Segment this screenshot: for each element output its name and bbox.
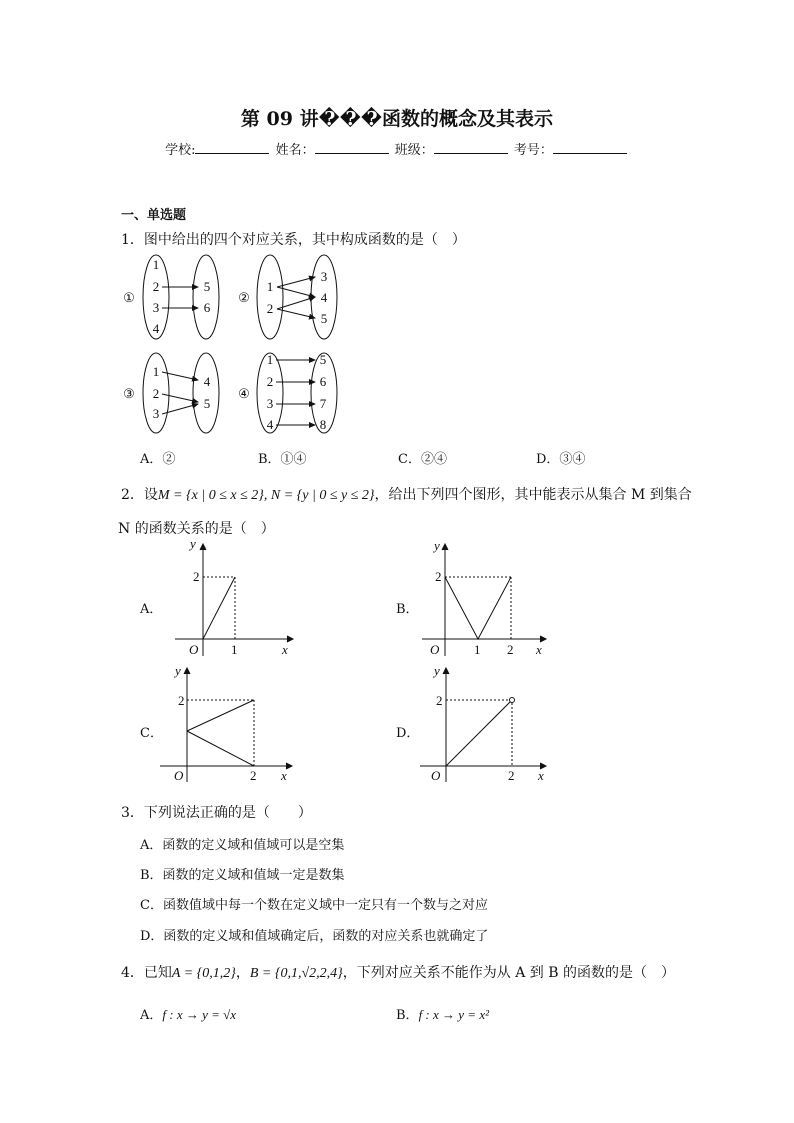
- q1-stem: 1．图中给出的四个对应关系，其中构成函数的是（ ）: [121, 232, 466, 248]
- x-tick: 2: [250, 768, 257, 783]
- y-tick: 2: [436, 693, 443, 708]
- y-tick: 2: [178, 693, 185, 708]
- q4-set-a: A = {0,1,2}: [171, 966, 236, 981]
- origin-label: O: [189, 642, 199, 657]
- d2-domain-ellipse: [257, 255, 283, 339]
- q2-graph-b: [422, 538, 552, 660]
- origin-label: O: [430, 642, 440, 657]
- d3-arrow: [162, 404, 198, 414]
- d3-elem: 3: [152, 406, 160, 421]
- d1-label: ①: [123, 290, 135, 305]
- d4-elem: 5: [319, 352, 327, 367]
- graph-b-v-shape: [445, 577, 511, 639]
- d3-elem: 1: [152, 364, 160, 379]
- d2-elem: 5: [320, 311, 328, 326]
- d1-elem: 6: [203, 300, 211, 315]
- q3-option-d[interactable]: D．函数的定义域和值域确定后，函数的对应关系也就确定了: [140, 929, 489, 944]
- graph-c-upper-segment: [187, 700, 254, 731]
- d3-elem: 2: [152, 386, 160, 401]
- x-tick: 1: [474, 642, 481, 657]
- x-tick: 1: [231, 642, 238, 657]
- x-tick: 2: [508, 768, 515, 783]
- q4-set-b: B = {0,1,√2,2,4}: [249, 966, 343, 981]
- d2-arrow: [277, 277, 315, 287]
- q1-option-b[interactable]: B．①④: [258, 452, 307, 467]
- d4-elem: 8: [319, 417, 327, 432]
- name-blank[interactable]: [315, 141, 389, 154]
- d1-elem: 4: [152, 321, 160, 336]
- d2-elem: 1: [266, 279, 274, 294]
- q2-stem-line2: N 的函数关系的是（ ）: [118, 521, 275, 537]
- y-axis-label: y: [434, 538, 440, 553]
- section-heading: 一、单选题: [121, 208, 187, 223]
- exam-no-label: 考号：: [513, 143, 553, 158]
- q4-option-b[interactable]: [396, 1004, 489, 1023]
- q4-option-a-math: f : x → y = √x: [162, 1007, 237, 1022]
- x-axis-label: x: [282, 642, 288, 657]
- q4-option-b-math: f : x → y = x²: [418, 1007, 489, 1022]
- q3-option-a[interactable]: A．函数的定义域和值域可以是空集: [140, 838, 345, 853]
- x-axis-label: x: [538, 768, 544, 783]
- d4-label: ④: [238, 386, 250, 401]
- q2-option-b-label[interactable]: B．: [396, 602, 419, 617]
- q2-option-d-label[interactable]: D．: [396, 726, 420, 741]
- y-axis-label: y: [175, 663, 181, 678]
- q2-stem-line1: [121, 484, 692, 504]
- origin-label: O: [174, 768, 184, 783]
- d1-codomain-ellipse: [193, 255, 219, 339]
- d1-elem: 1: [152, 257, 160, 272]
- y-tick: 2: [193, 569, 200, 584]
- name-label: 姓名：: [275, 143, 315, 158]
- q3-option-b[interactable]: B．函数的定义域和值域一定是数集: [140, 868, 345, 883]
- exam-no-blank[interactable]: [553, 141, 627, 154]
- q3-stem: 3．下列说法正确的是（ ）: [121, 805, 312, 821]
- school-blank[interactable]: [195, 141, 269, 154]
- q4-stem-pre: 4．已知: [121, 965, 172, 981]
- x-axis-label: x: [281, 768, 287, 783]
- x-axis-label: x: [536, 642, 542, 657]
- q1-option-a[interactable]: A．②: [140, 452, 176, 467]
- d4-elem: 4: [266, 417, 274, 432]
- d2-arrow: [277, 309, 315, 318]
- d3-elem: 4: [203, 374, 211, 389]
- x-tick: 2: [507, 642, 514, 657]
- d4-elem: 7: [319, 396, 327, 411]
- d4-elem: 3: [266, 396, 274, 411]
- page-title: 第 09 讲���函数的概念及其表示: [240, 108, 554, 130]
- q1-mapping-diagrams: [118, 252, 358, 438]
- origin-label: O: [431, 768, 441, 783]
- d2-elem: 3: [320, 269, 328, 284]
- d3-elem: 5: [203, 396, 211, 411]
- d1-elem: 5: [203, 279, 211, 294]
- y-axis-label: y: [434, 663, 440, 678]
- q4-stem-post: ，下列对应关系不能作为从 A 到 B 的函数的是（ ）: [342, 965, 675, 981]
- q2-sets-math: M = {x | 0 ≤ x ≤ 2}, N = {y | 0 ≤ y ≤ 2}: [157, 488, 375, 503]
- d2-label: ②: [238, 290, 250, 305]
- d4-elem: 1: [266, 352, 274, 367]
- graph-d-open-endpoint: [510, 698, 515, 703]
- q2-graph-d: [420, 662, 550, 784]
- d2-elem: 4: [320, 290, 328, 305]
- q4-option-a[interactable]: [140, 1004, 236, 1023]
- q2-graph-a: [175, 538, 300, 660]
- graph-a-segment: [203, 577, 235, 639]
- d1-elem: 2: [152, 279, 160, 294]
- q1-option-d[interactable]: D．③④: [536, 452, 586, 467]
- d1-elem: 3: [152, 300, 160, 315]
- graph-c-lower-segment: [187, 731, 254, 766]
- d4-elem: 2: [266, 374, 274, 389]
- d4-elem: 6: [319, 374, 327, 389]
- d2-elem: 2: [266, 301, 274, 316]
- q2-stem-pre: 2．设: [121, 487, 158, 503]
- y-tick: 2: [435, 569, 442, 584]
- y-axis-label: y: [190, 538, 196, 551]
- q2-option-a-label[interactable]: A．: [140, 602, 163, 617]
- q1-option-c[interactable]: C．②④: [398, 452, 447, 467]
- q2-graph-c: [160, 662, 300, 784]
- q4-stem: 4．已知A = {0,1,2}，B = {0,1,√2,2,4}，下列对应关系不能作为从 A 到 B 的函数的是（ ）: [121, 965, 675, 981]
- school-label: 学校:: [165, 143, 196, 158]
- student-info-line: [0, 139, 794, 158]
- graph-d-segment: [446, 702, 510, 766]
- d3-codomain-ellipse: [193, 353, 219, 433]
- class-blank[interactable]: [434, 141, 508, 154]
- q3-option-c[interactable]: C．函数值域中每一个数在定义域中一定只有一个数与之对应: [140, 898, 488, 913]
- q4-option-a-label: A．: [140, 1008, 163, 1023]
- q2-option-c-label[interactable]: C．: [140, 726, 163, 741]
- q4-option-b-label: B．: [396, 1008, 419, 1023]
- q2-stem-post: ，给出下列四个图形，其中能表示从集合 M 到集合: [374, 487, 692, 503]
- class-label: 班级：: [394, 143, 434, 158]
- d3-label: ③: [123, 386, 135, 401]
